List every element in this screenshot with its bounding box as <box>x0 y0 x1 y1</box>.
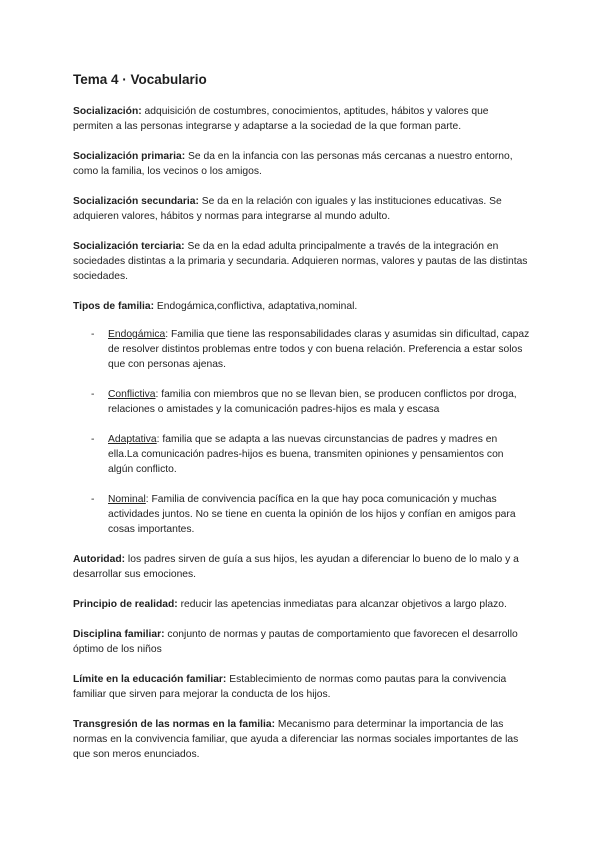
definition-term: Límite en la educación familiar: <box>73 674 227 685</box>
list-item-adaptativa <box>91 432 530 477</box>
definition-autoridad <box>73 552 530 582</box>
list-dash: - <box>91 494 95 505</box>
list-dash: - <box>91 329 95 340</box>
definition-text: los padres sirven de guía a sus hijos, les ayudan a diferenciar lo bueno de lo malo y a desarrollar sus emociones. <box>73 554 519 580</box>
family-type-text: : familia que se adapta a las nuevas circunstancias de padres y madres en ella.La comunicación padres-hijos es buena, transmiten opiniones y pensamientos con algún conflicto. <box>108 434 504 475</box>
definition-transgresion-normas <box>73 717 530 762</box>
definition-text: adquisición de costumbres, conocimientos, aptitudes, hábitos y valores que permiten a las personas integrarse y adaptarse a la sociedad de la que forman parte. <box>73 106 489 132</box>
definition-limite-educacion-familiar <box>73 672 530 702</box>
definition-disciplina-familiar <box>73 627 530 657</box>
definition-text: Se da en la relación con iguales y las instituciones educativas. Se adquieren valores, hábitos y normas para integrarse al mundo adulto. <box>73 196 502 222</box>
definition-term: Autoridad: <box>73 554 126 565</box>
definition-term: Socialización primaria: <box>73 151 186 162</box>
definition-principio-de-realidad <box>73 597 530 612</box>
family-type-text: : Familia de convivencia pacífica en la que hay poca comunicación y muchas actividades juntos. No se tiene en cuenta la opinión de los hijos y confían en amigos para cosas importantes. <box>108 494 516 535</box>
family-type-name: Conflictiva <box>108 389 156 400</box>
definition-term: Socialización secundaria: <box>73 196 199 207</box>
definition-socializacion-primaria <box>73 149 530 179</box>
list-dash: - <box>91 434 95 445</box>
definition-term: Socialización terciaria: <box>73 241 185 252</box>
definition-text: reducir las apetencias inmediatas para alcanzar objetivos a largo plazo. <box>177 599 507 610</box>
list-item-conflictiva <box>91 387 530 417</box>
family-type-name: Endogámica <box>108 329 166 340</box>
definition-socializacion-secundaria <box>73 194 530 224</box>
definition-text: Se da en la infancia con las personas más cercanas a nuestro entorno, como la familia, los vecinos o los amigos. <box>73 151 513 177</box>
definition-term: Tipos de familia: <box>73 301 155 312</box>
family-types-list <box>73 327 530 537</box>
definition-socializacion-terciaria <box>73 239 530 284</box>
family-type-text: : familia con miembros que no se llevan bien, se producen conflictos por droga, relaciones o amistades y la comunicación padres-hijos es mala y escasa <box>108 389 517 415</box>
definition-term: Principio de realidad: <box>73 599 178 610</box>
definition-term: Disciplina familiar: <box>73 629 165 640</box>
family-type-text: : Familia que tiene las responsabilidades claras y asumidas sin dificultad, capaz de resolver distintos problemas entre todos y con buena relación. Preferencia a estar solos que con personas ajenas. <box>108 329 530 370</box>
definition-text: conjunto de normas y pautas de comportamiento que favorecen el desarrollo óptimo de los niños <box>73 629 518 655</box>
list-dash: - <box>91 389 95 400</box>
page-title: Tema 4 · Vocabulario <box>73 72 207 87</box>
list-item-nominal <box>91 492 530 537</box>
definition-term: Transgresión de las normas en la familia: <box>73 719 276 730</box>
definition-text: Mecanismo para determinar la importancia de las normas en la convivencia familiar, que ayuda a diferenciar las normas sociales importantes de las que son meros enunciados. <box>73 719 519 760</box>
definition-text: Establecimiento de normas como pautas para la convivencia familiar que sirven para mejorar la conducta de los hijos. <box>73 674 507 700</box>
definition-text: Endogámica,conflictiva, adaptativa,nominal. <box>154 301 358 312</box>
family-type-name: Adaptativa <box>108 434 157 445</box>
family-type-name: Nominal <box>108 494 146 505</box>
definition-text: Se da en la edad adulta principalmente a través de la integración en sociedades distintas a la primaria y secundaria. Adquieren normas, valores y pautas de las distintas sociedades. <box>73 241 528 282</box>
definition-tipos-de-familia <box>73 299 530 314</box>
definition-socializacion <box>73 104 530 134</box>
definition-term: Socialización: <box>73 106 142 117</box>
list-item-endogamica <box>91 327 530 372</box>
